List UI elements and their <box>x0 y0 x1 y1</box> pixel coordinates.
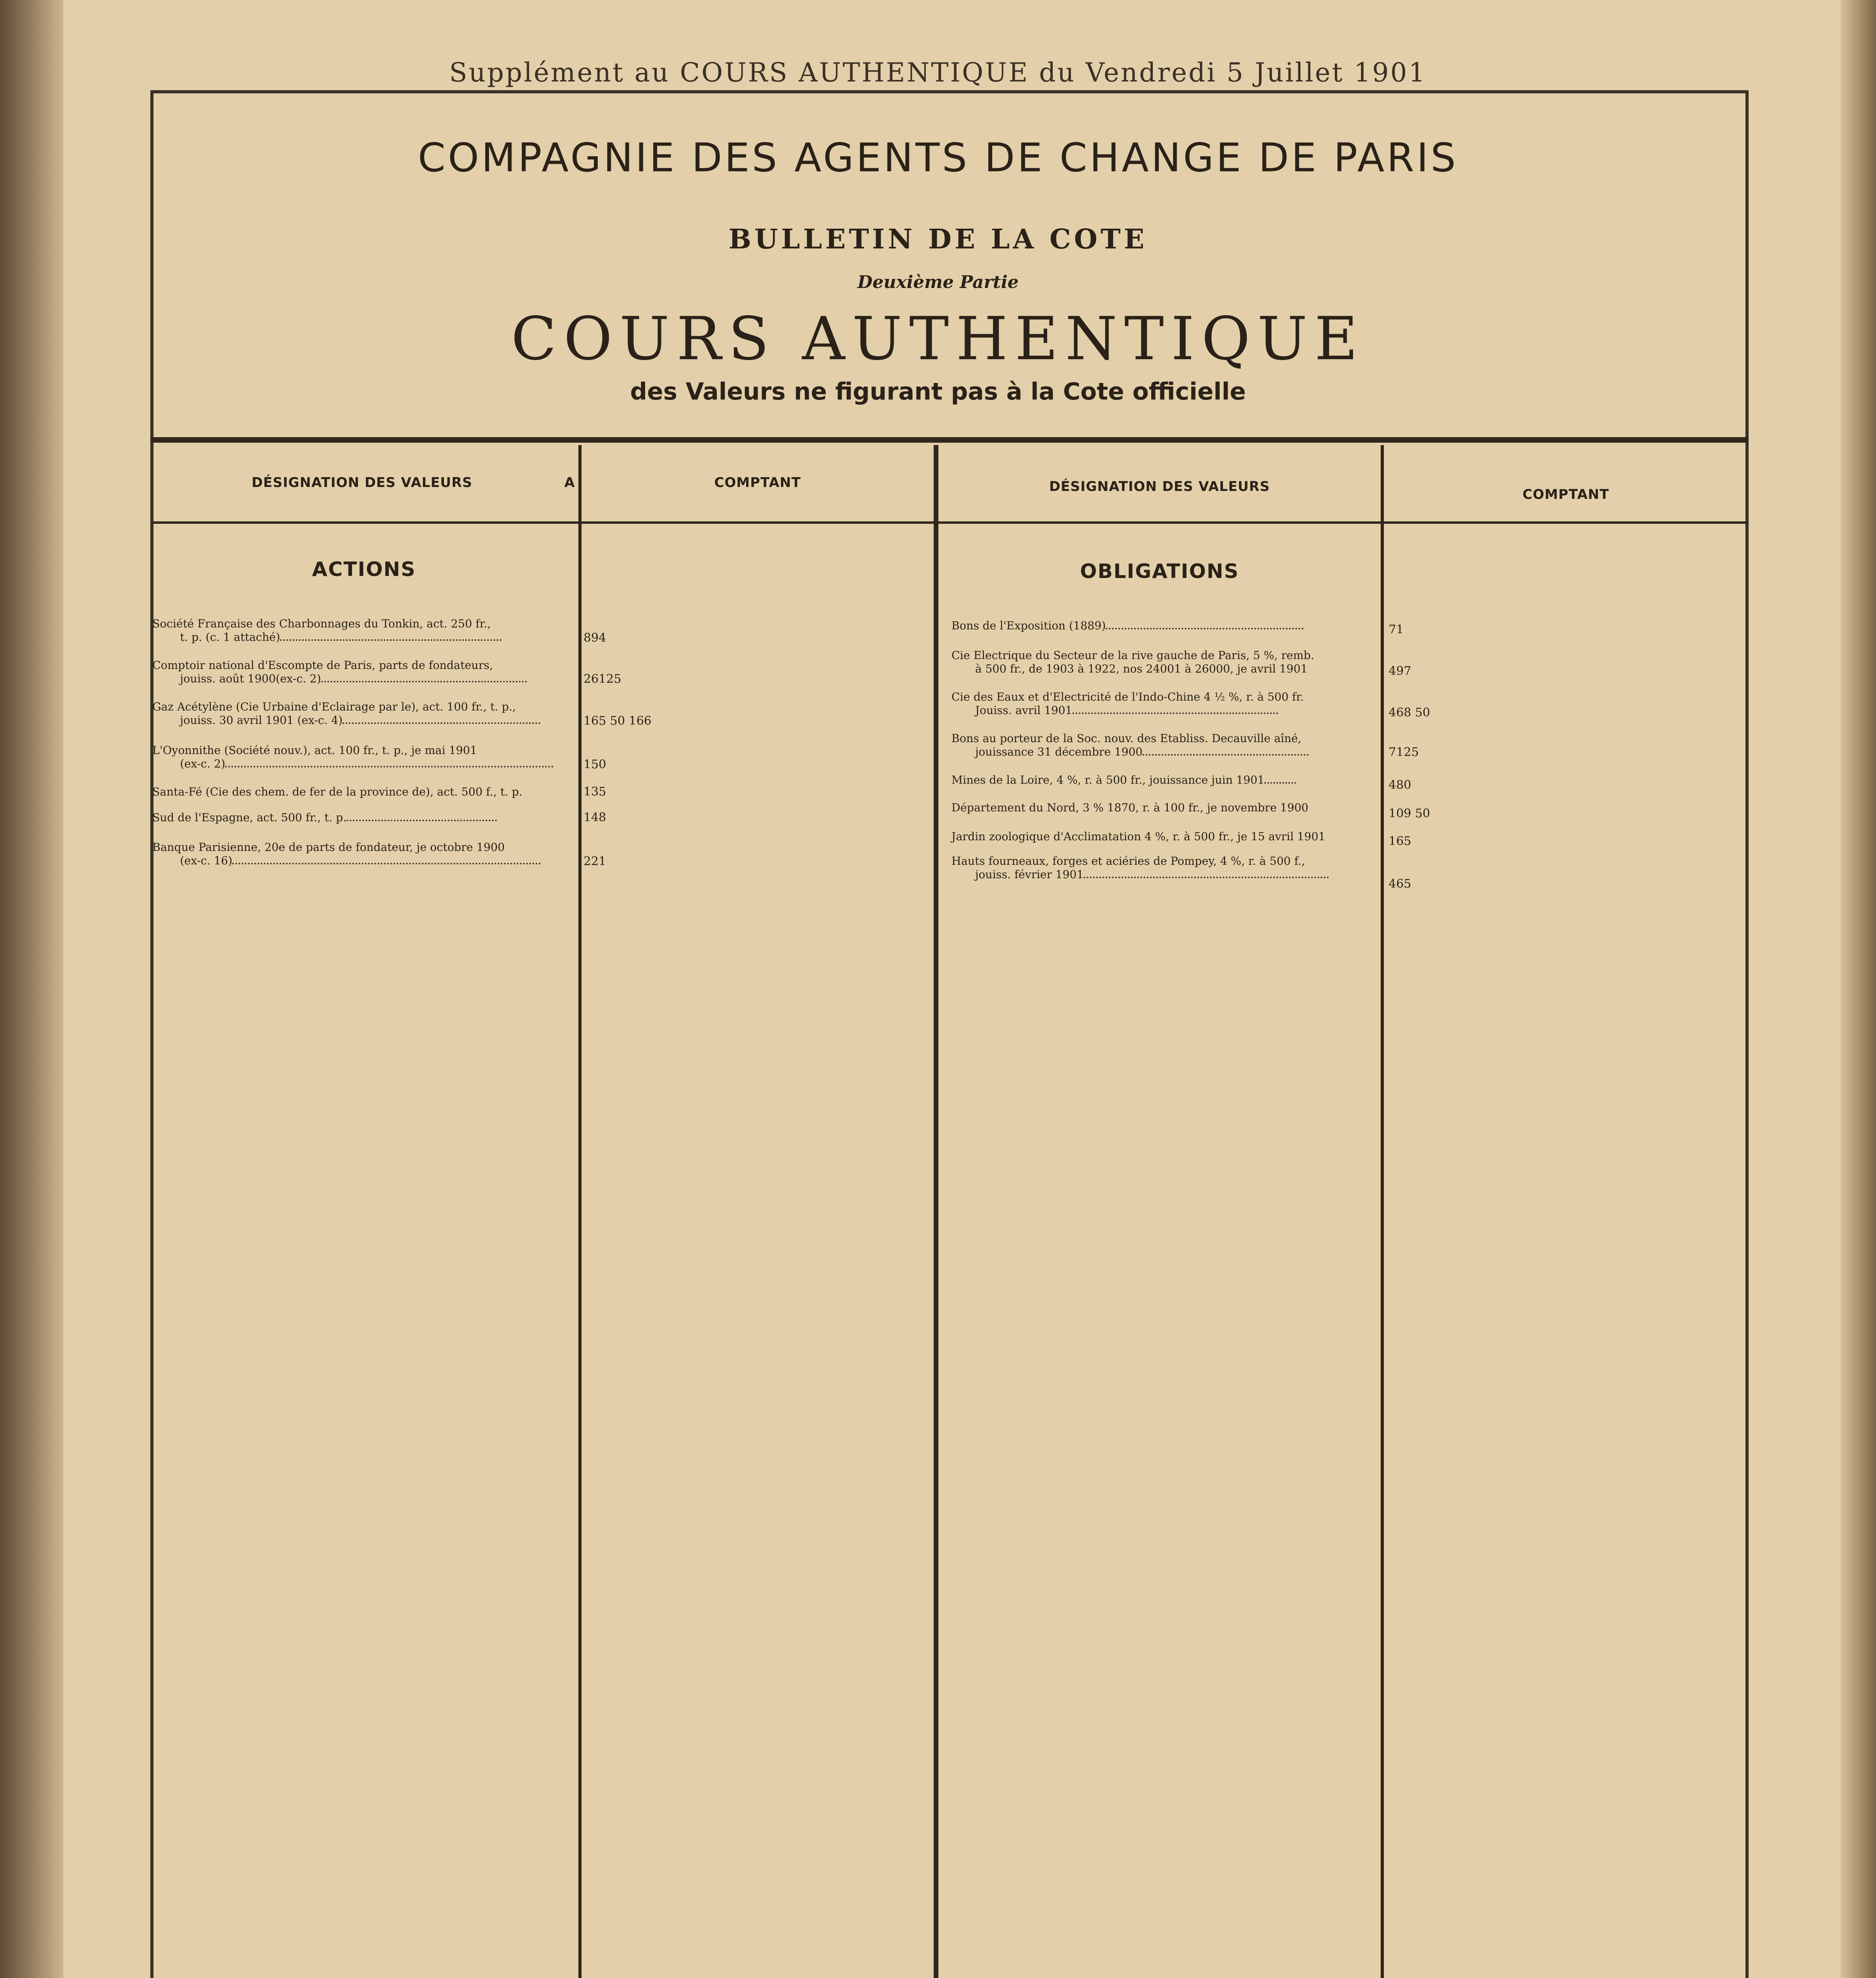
price-value: 894 <box>584 631 606 645</box>
upper-right-comptant-divider <box>1381 445 1384 1978</box>
list-item: Banque Parisienne, 20e de parts de fondateur, je octobre 1900 (ex-c. 16) <box>152 841 576 868</box>
list-item: Mines de la Loire, 4 %, r. à 500 fr., jouissance juin 1901 <box>951 773 1381 787</box>
list-item: Comptoir national d'Escompte de Paris, parts de fondateurs, jouiss. août 1900(ex-c. 2) <box>152 659 576 686</box>
page-title: COURS AUTHENTIQUE <box>511 305 1365 373</box>
price-value: 221 <box>584 854 606 868</box>
list-item: Bons de l'Exposition (1889) <box>951 619 1379 633</box>
list-item: Cie des Eaux et d'Electricité de l'Indo-Chine 4 ½ %, r. à 500 fr. Jouiss. avril 1901 <box>951 690 1304 717</box>
price-value: 468 50 <box>1389 706 1430 720</box>
upper-table-top-rule <box>150 437 1749 443</box>
price-value: 165 50 166 <box>584 714 652 728</box>
list-item: Bons au porteur de la Soc. nouv. des Etabliss. Decauville aîné, jouissance 31 décembre 1900 <box>951 732 1381 759</box>
supplement-line: Supplément au COURS AUTHENTIQUE du Vendredi 5 Juillet 1901 <box>449 57 1427 88</box>
list-item: Cie Electrique du Secteur de la rive gauche de Paris, 5 %, remb. à 500 fr., de 1903 à 1922, nos 24001 à 26000, je avril 1901 <box>951 649 1314 675</box>
company-title: COMPAGNIE DES AGENTS DE CHANGE DE PARIS <box>418 135 1458 181</box>
price-value: 480 <box>1389 778 1412 792</box>
price-value: 109 50 <box>1389 807 1430 820</box>
list-item: Société Française des Charbonnages du Tonkin, act. 250 fr., t. p. (c. 1 attaché) <box>152 617 576 644</box>
right-designation-header: DÉSIGNATION DES VALEURS <box>1049 479 1270 494</box>
price-value: 150 <box>584 758 606 771</box>
list-item: Département du Nord, 3 % 1870, r. à 100 fr., je novembre 1900 <box>951 801 1309 814</box>
price-value: 71 <box>1389 623 1404 637</box>
right-comptant-header: COMPTANT <box>1522 487 1609 502</box>
price-value: 135 <box>584 785 606 799</box>
list-item: Gaz Acétylène (Cie Urbaine d'Eclairage par le), act. 100 fr., t. p., jouiss. 30 avril 1901 (ex-c. 4) <box>152 700 576 727</box>
list-item: Sud de l'Espagne, act. 500 fr., t. p. <box>152 811 576 824</box>
price-value: 26125 <box>584 672 622 686</box>
bulletin-title: BULLETIN DE LA COTE <box>728 224 1148 255</box>
left-designation-header: DÉSIGNATION DES VALEURS <box>252 475 472 491</box>
list-item: Hauts fourneaux, forges et aciéries de Pompey, 4 %, r. à 500 f., jouiss. février 1901 <box>951 854 1381 881</box>
actions-heading: ACTIONS <box>312 558 416 581</box>
list-item: Jardin zoologique d'Acclimatation 4 %, r. à 500 fr., je 15 avril 1901 <box>951 830 1326 843</box>
upper-left-comptant-divider <box>578 445 582 1978</box>
price-value: 7125 <box>1389 745 1419 759</box>
upper-center-divider <box>934 445 938 1978</box>
price-value: 497 <box>1389 664 1412 678</box>
left-comptant-header: COMPTANT <box>714 475 801 491</box>
price-value: 148 <box>584 811 606 824</box>
list-item: Santa-Fé (Cie des chem. de fer de la province de), act. 500 f., t. p. <box>152 785 523 798</box>
obligations-heading: OBLIGATIONS <box>1080 560 1239 583</box>
price-value: 165 <box>1389 834 1412 848</box>
upper-table-header-rule <box>150 521 1749 524</box>
book-spine <box>0 0 63 1978</box>
price-value: 465 <box>1389 877 1412 891</box>
left-column-mark: A <box>564 475 575 491</box>
part-label: Deuxième Partie <box>857 272 1019 292</box>
list-item: L'Oyonnithe (Société nouv.), act. 100 fr., t. p., je mai 1901 (ex-c. 2) <box>152 744 576 771</box>
page-subtitle: des Valeurs ne figurant pas à la Cote officielle <box>630 378 1246 405</box>
page-edges <box>1840 0 1876 1978</box>
